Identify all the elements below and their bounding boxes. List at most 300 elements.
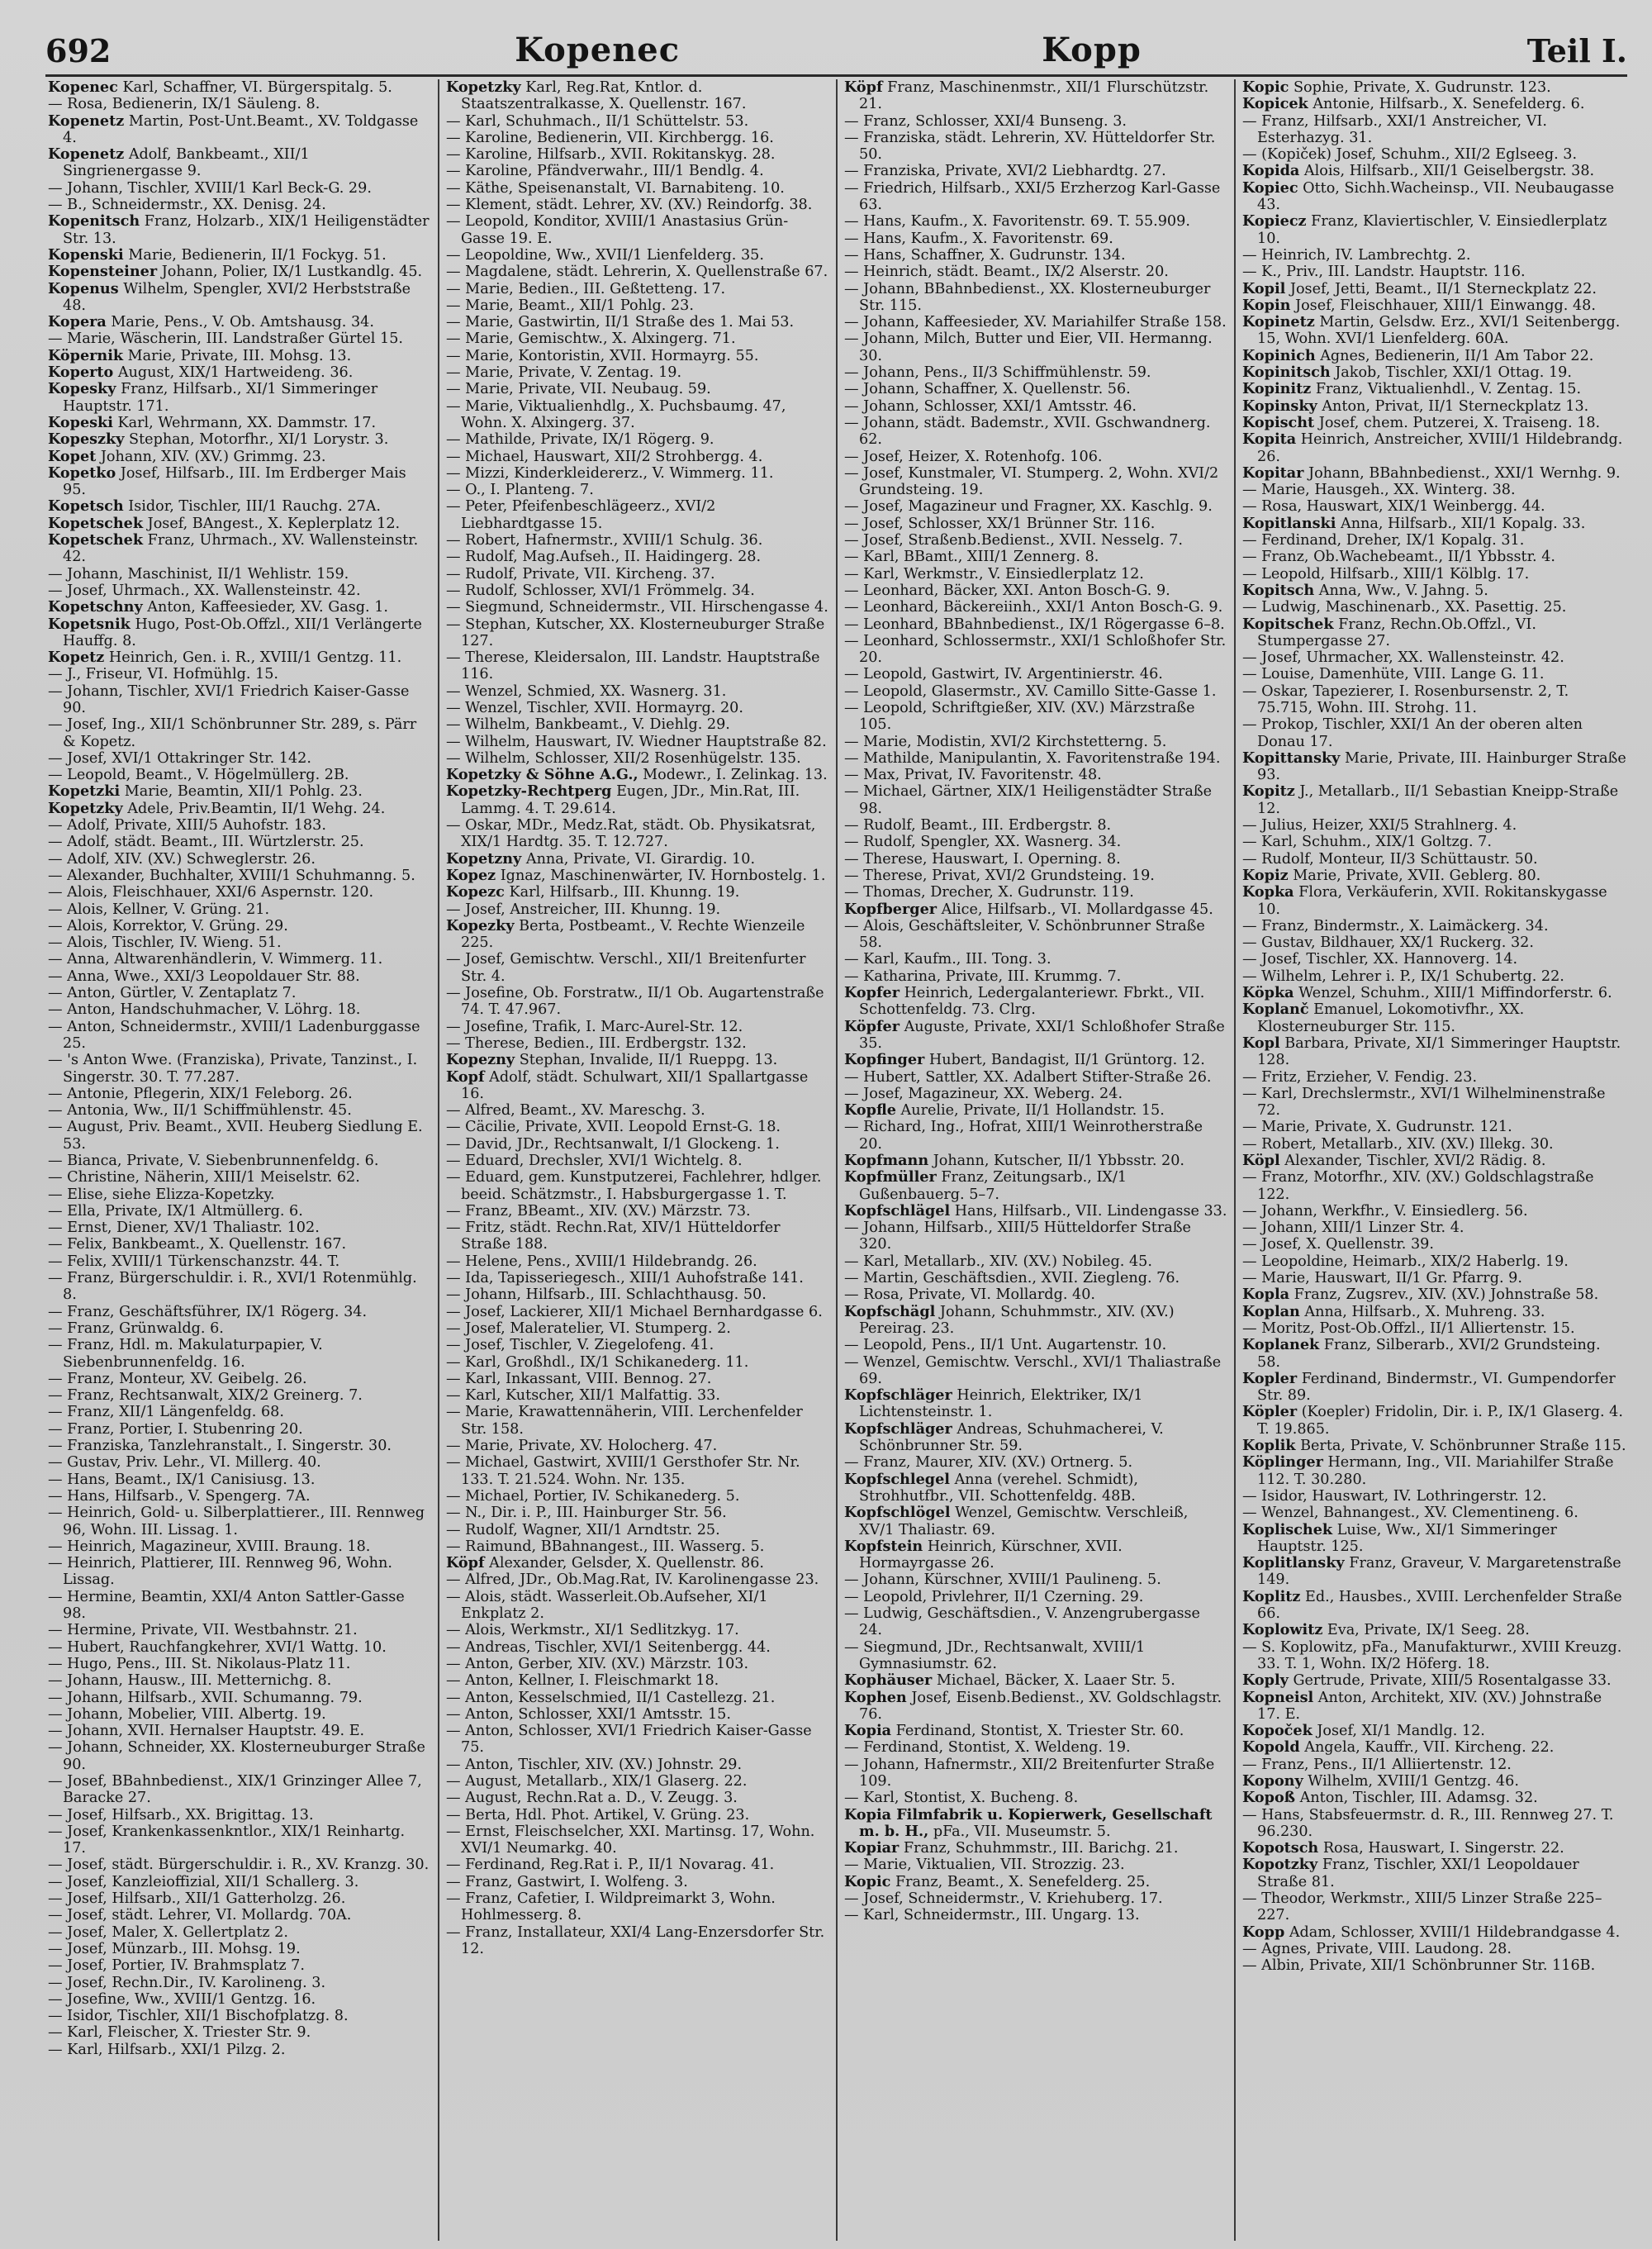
directory-entry xyxy=(446,398,829,432)
directory-entry xyxy=(446,381,829,397)
directory-entry xyxy=(48,1454,431,1471)
left-keyword: Kopenec xyxy=(515,31,681,69)
entry-details: Sophie, Private, X. Gudrunstr. 123. xyxy=(1293,79,1551,96)
entry-details: — Karl, BBamt., XIII/1 Zennerg. 8. xyxy=(844,549,1099,566)
entry-surname: Köpf xyxy=(844,79,883,96)
directory-entry xyxy=(48,951,431,968)
entry-details: Franz, Zeitungsarb., IX/1 Gußenbauerg. 5–7. xyxy=(859,1169,1127,1203)
entry-details: — Josef, städt. Bürgerschuldir. i. R., XV. Kranzg. 30. xyxy=(48,1857,430,1874)
entry-details: — Johann, Schneider, XX. Klosterneuburger Straße 90. xyxy=(48,1739,425,1773)
directory-entry xyxy=(446,1203,829,1220)
directory-entry xyxy=(1242,1622,1627,1638)
directory-entry xyxy=(844,398,1227,415)
directory-entry xyxy=(844,449,1227,465)
directory-entry xyxy=(844,465,1227,499)
entry-details: — Leonhard, Bäcker, XXI. Anton Bosch-G. 9. xyxy=(844,582,1170,599)
page-header xyxy=(45,15,1627,77)
directory-entry xyxy=(48,599,431,616)
entry-surname: Kopenski xyxy=(48,245,124,264)
directory-entry xyxy=(844,163,1227,179)
entry-details: — Josef, Kanzleioffizial, XII/1 Schallerg. 3. xyxy=(48,1873,359,1890)
directory-entry xyxy=(48,1253,431,1270)
directory-entry xyxy=(48,1890,431,1907)
directory-entry xyxy=(48,1304,431,1320)
directory-entry xyxy=(1242,649,1627,666)
entry-details: Karl, Wehrmann, XX. Dammstr. 17. xyxy=(117,414,377,431)
directory-entry xyxy=(1242,1890,1627,1924)
directory-entry xyxy=(48,79,431,96)
entry-details: — Josef, Ing., XII/1 Schönbrunner Str. 289, s. Pärr & Kopetz. xyxy=(48,716,417,750)
entry-details: Auguste, Private, XXI/1 Schloßhofer Straße 35. xyxy=(859,1018,1225,1052)
directory-entry xyxy=(48,851,431,868)
entry-details: Josef, Eisenb.Bedienst., XV. Goldschlagstr. 76. xyxy=(859,1689,1222,1723)
entry-details: — Karl, Werkmstr., V. Einsiedlerplatz 12. xyxy=(844,565,1144,582)
entry-details: — Karl, Inkassant, VIII. Bennog. 27. xyxy=(446,1370,712,1387)
entry-details: — Michael, Portier, IV. Schikanederg. 5. xyxy=(446,1487,740,1505)
entry-surname: Köpernik xyxy=(48,346,124,364)
entry-details: Heinrich, Kürschner, XVII. Hormayrgasse 26. xyxy=(859,1538,1123,1572)
directory-entry xyxy=(446,79,829,113)
directory-entry xyxy=(1242,1337,1627,1371)
entry-surname: Kopold xyxy=(1242,1738,1300,1757)
entry-details: — Anton, Schlosser, XXI/1 Amtsstr. 15. xyxy=(446,1705,731,1723)
directory-entry xyxy=(844,1690,1227,1724)
directory-entry xyxy=(48,348,431,364)
entry-details: — August, Priv. Beamt., XVII. Heuberg Siedlung E. 53. xyxy=(48,1119,423,1153)
directory-entry xyxy=(844,1052,1227,1068)
entry-surname: Kopfle xyxy=(844,1101,896,1120)
entry-details: — Wilhelm, Hauswart, IV. Wiedner Hauptstraße 82. xyxy=(446,733,827,750)
entry-surname: Köpfer xyxy=(844,1017,900,1035)
entry-details: Martin, Post-Unt.Beamt., XV. Toldgasse 4. xyxy=(63,112,419,146)
entry-surname: Kopil xyxy=(1242,279,1286,297)
entry-details: — Adolf, Private, XIII/5 Auhofstr. 183. xyxy=(48,817,326,834)
directory-entry xyxy=(446,683,829,700)
entry-details: — Alois, städt. Wasserleit.Ob.Aufseher, XI/1 Enkplatz 2. xyxy=(446,1588,768,1623)
entry-surname: Koplanek xyxy=(1242,1336,1320,1354)
directory-entry xyxy=(446,1807,829,1823)
entry-details: — Leonhard, Schlossermstr., XXI/1 Schloßhofer Str. 20. xyxy=(844,632,1227,667)
directory-entry xyxy=(1242,364,1627,381)
directory-entry xyxy=(1242,1286,1627,1303)
entry-details: — Rudolf, Private, VII. Kircheng. 37. xyxy=(446,565,715,582)
directory-entry xyxy=(1242,1773,1627,1790)
entry-details: — Anton, Tischler, XIV. (XV.) Johnstr. 29. xyxy=(446,1756,743,1773)
directory-entry xyxy=(48,247,431,264)
part-label: Teil I. xyxy=(1526,32,1627,69)
directory-entry xyxy=(844,113,1227,130)
directory-entry xyxy=(844,1454,1227,1471)
directory-entry xyxy=(446,1119,829,1135)
directory-entry xyxy=(48,1874,431,1890)
entry-details: — Robert, Hafnermstr., XVIII/1 Schulg. 36. xyxy=(446,532,763,549)
directory-entry xyxy=(446,783,829,817)
entry-details: Marie, Pens., V. Ob. Amtshausg. 34. xyxy=(111,314,374,331)
directory-entry xyxy=(446,1706,829,1723)
entry-details: — Heinrich, Magazineur, XVIII. Braung. 18. xyxy=(48,1538,371,1555)
directory-entry xyxy=(446,1454,829,1488)
directory-entry xyxy=(446,1136,829,1153)
entry-surname: Kopiz xyxy=(1242,866,1289,884)
entry-surname: Köpl xyxy=(1242,1152,1280,1169)
entry-details: Martin, Gelsdw. Erz., XVI/1 Seitenbergg. 15, Wohn. XVI/1 Lienfelderg. 60A. xyxy=(1257,314,1621,348)
directory-entry xyxy=(844,851,1227,868)
entry-details: — Ernst, Fleischselcher, XXI. Martinsg. 17, Wohn. XVI/1 Neumarkg. 40. xyxy=(446,1823,815,1857)
directory-entry xyxy=(1242,1153,1627,1169)
entry-details: — Alexander, Buchhalter, XVIII/1 Schuhmanng. 5. xyxy=(48,867,415,884)
entry-surname: Kopoß xyxy=(1242,1789,1296,1807)
entry-details: — Anton, Handschuhmacher, V. Löhrg. 18. xyxy=(48,1001,361,1019)
entry-details: — Agnes, Private, VIII. Laudong. 28. xyxy=(1242,1940,1512,1957)
directory-entry xyxy=(1242,1438,1627,1454)
entry-details: — Josef, Tischler, XX. Hannoverg. 14. xyxy=(1242,951,1518,968)
entry-details: — Johann, Kaffeesieder, XV. Mariahilfer Straße 158. xyxy=(844,314,1227,331)
entry-surname: Kopetzky xyxy=(446,79,521,96)
directory-entry xyxy=(446,901,829,918)
directory-entry xyxy=(446,498,829,532)
directory-entry xyxy=(1242,1840,1627,1857)
directory-entry xyxy=(1242,868,1627,884)
entry-details: — Josef, Hilfsarb., XII/1 Gatterholzg. 26. xyxy=(48,1890,346,1908)
entry-surname: Kopfschlägel xyxy=(844,1201,951,1220)
directory-entry xyxy=(446,431,829,448)
directory-entry xyxy=(1242,1589,1627,1623)
directory-entry xyxy=(446,616,829,650)
entry-details: — Karl, Schuhm., XIX/1 Goltzg. 7. xyxy=(1242,834,1492,851)
entry-surname: Kopiar xyxy=(844,1839,900,1857)
entry-details: — Johann, Werkfhr., V. Einsiedlerg. 56. xyxy=(1242,1202,1528,1220)
entry-surname: Kopl xyxy=(1242,1034,1280,1052)
directory-entry xyxy=(446,281,829,297)
entry-details: — Marie, Bedien., III. Geßtetteng. 17. xyxy=(446,280,726,297)
entry-details: — Johann, XVII. Hernalser Hauptstr. 49. E. xyxy=(48,1723,365,1740)
entry-surname: Kopezny xyxy=(446,1051,515,1069)
directory-entry xyxy=(1242,1253,1627,1270)
entry-surname: Koperto xyxy=(48,364,114,382)
directory-entry xyxy=(446,549,829,565)
entry-details: Hubert, Bandagist, II/1 Grüntorg. 12. xyxy=(928,1052,1205,1069)
entry-details: Heinrich, Elektriker, IX/1 Lichtensteinstr. 1. xyxy=(859,1387,1143,1421)
directory-entry xyxy=(844,985,1227,1019)
entry-details: — Johann, Hafnermstr., XII/2 Breitenfurter Straße 109. xyxy=(844,1756,1215,1790)
entry-details: — Käthe, Speisenanstalt, VI. Barnabiteng. 10. xyxy=(446,179,785,197)
entry-details: — Ernst, Diener, XV/1 Thaliastr. 102. xyxy=(48,1220,320,1237)
entry-details: — Mizzi, Kinderkleidererz., V. Wimmerg. 11. xyxy=(446,464,774,482)
directory-entry xyxy=(446,1823,829,1857)
entry-details: — Josef, städt. Lehrer, VI. Mollardg. 70A. xyxy=(48,1907,352,1924)
entry-details: — Moritz, Post-Ob.Offzl., II/1 Alliertenstr. 15. xyxy=(1242,1319,1575,1337)
directory-entry xyxy=(844,381,1227,397)
entry-details: — Franz, Motorfhr., XIV. (XV.) Goldschlagstraße 122. xyxy=(1242,1169,1594,1203)
entry-details: — Hans, Kaufm., X. Favoritenstr. 69. T. 55.909. xyxy=(844,213,1190,231)
entry-details: Marie, Private, XVII. Geblerg. 80. xyxy=(1293,867,1541,884)
directory-entry xyxy=(48,1169,431,1186)
directory-entry xyxy=(1242,1203,1627,1220)
entry-details: — Franz, Schlosser, XXI/4 Bunseng. 3. xyxy=(844,112,1127,130)
entry-details: — Franziska, Private, XVI/2 Liebhardtg. 27. xyxy=(844,163,1166,180)
entry-surname: Kopitz xyxy=(1242,782,1295,801)
directory-entry xyxy=(48,330,431,347)
entry-details: Modewr., I. Zelinkag. 13. xyxy=(643,767,828,784)
directory-entry xyxy=(48,750,431,767)
entry-surname: Kopla xyxy=(1242,1286,1290,1304)
directory-entry xyxy=(844,582,1227,599)
entry-details: — Johann, Maschinist, II/1 Wehlistr. 159. xyxy=(48,565,349,582)
directory-entry xyxy=(48,449,431,465)
entry-details: Josef, Jetti, Beamt., II/1 Sterneckplatz 22. xyxy=(1289,280,1597,297)
entry-surname: Kopetzky & Söhne A.G., xyxy=(446,766,638,784)
entry-surname: Kopeszky xyxy=(48,430,125,449)
directory-entry xyxy=(1242,314,1627,348)
entry-details: Andreas, Schuhmacherei, V. Schönbrunner Str. 59. xyxy=(859,1420,1164,1455)
directory-entry xyxy=(844,1337,1227,1353)
directory-entry xyxy=(48,2042,431,2058)
entry-surname: Kopetko xyxy=(48,464,116,482)
entry-surname: Koplischek xyxy=(1242,1520,1333,1538)
directory-entry xyxy=(446,1790,829,1806)
entry-surname: Kopfschägl xyxy=(844,1302,936,1320)
directory-entry xyxy=(844,700,1227,734)
directory-entry xyxy=(844,767,1227,783)
entry-details: — Franz, Pens., II/1 Alliiertenstr. 12. xyxy=(1242,1756,1512,1773)
entry-surname: Kopitschek xyxy=(1242,615,1334,633)
entry-details: — Andreas, Tischler, XVI/1 Seitenbergg. 44. xyxy=(446,1638,771,1656)
directory-entry xyxy=(48,2024,431,2041)
directory-entry xyxy=(1242,247,1627,264)
entry-details: Franz, Viktualienhdl., V. Zentag. 15. xyxy=(1315,381,1582,398)
directory-entry xyxy=(446,851,829,868)
directory-entry xyxy=(48,1270,431,1304)
directory-entry xyxy=(1242,1857,1627,1890)
entry-details: — Stephan, Kutscher, XX. Klosterneuburger Straße 127. xyxy=(446,616,825,649)
entry-details: — B., Schneidermstr., XX. Denisg. 24. xyxy=(48,197,326,214)
entry-surname: Köpler xyxy=(1242,1403,1298,1421)
directory-entry xyxy=(48,113,431,147)
entry-details: — Siegmund, Schneidermstr., VII. Hirschengasse 4. xyxy=(446,599,828,616)
entry-surname: Kopetzky xyxy=(48,799,123,817)
entry-details: Jakob, Tischler, XXI/1 Ottag. 19. xyxy=(1335,364,1572,382)
directory-entry xyxy=(1242,1505,1627,1521)
directory-entry xyxy=(844,783,1227,817)
entry-details: — Josef, BBahnbedienst., XIX/1 Grinzinger Allee 7, Baracke 27. xyxy=(48,1772,422,1807)
entry-details: — K., Priv., III. Landstr. Hauptstr. 116. xyxy=(1242,264,1526,281)
entry-details: — Leopold, Pens., II/1 Unt. Augartenstr. 10. xyxy=(844,1337,1167,1354)
entry-details: — Franz, Maurer, XIV. (XV.) Ortnerg. 5. xyxy=(844,1454,1133,1472)
directory-entry xyxy=(844,1723,1227,1739)
directory-entry xyxy=(1242,1941,1627,1957)
directory-entry xyxy=(48,180,431,197)
entry-details: — Franz, Monteur, XV. Geibelg. 26. xyxy=(48,1370,307,1387)
entry-details: — Johann, städt. Bademstr., XVII. Gschwandnerg. 62. xyxy=(844,414,1211,449)
directory-entry xyxy=(48,213,431,247)
entry-details: Wilhelm, XVIII/1 Gentzg. 46. xyxy=(1308,1772,1519,1790)
entry-surname: Kopotsch xyxy=(1242,1839,1319,1857)
entry-details: — Alfred, JDr., Ob.Mag.Rat, IV. Karolinengasse 23. xyxy=(446,1571,819,1589)
entry-surname: Kopenetz xyxy=(48,112,125,130)
directory-entry xyxy=(446,1672,829,1689)
entry-details: — Therese, Hauswart, I. Operning. 8. xyxy=(844,850,1121,868)
entry-details: — Hans, Schaffner, X. Gudrunstr. 134. xyxy=(844,246,1126,264)
entry-details: Heinrich, Gen. i. R., XVIII/1 Gentzg. 11. xyxy=(108,649,402,667)
entry-details: Marie, Bedienerin, II/1 Fockyg. 51. xyxy=(128,246,387,264)
entry-details: — Franziska, Tanzlehranstalt., I. Singerstr. 30. xyxy=(48,1438,392,1455)
directory-entry xyxy=(446,1438,829,1454)
directory-entry xyxy=(1242,1320,1627,1337)
directory-entry xyxy=(1242,146,1627,163)
entry-details: Johann, Kutscher, II/1 Ybbsstr. 20. xyxy=(933,1153,1184,1169)
entry-details: Josef, Hilfsarb., III. Im Erdberger Mais 95. xyxy=(63,464,406,499)
directory-entry xyxy=(446,566,829,582)
directory-entry xyxy=(446,314,829,330)
entry-details: — Anton, Kesselschmied, II/1 Castellezg. 21. xyxy=(446,1689,776,1706)
entry-details: — Johann, Schlosser, XXI/1 Amtsstr. 46. xyxy=(844,397,1137,415)
entry-details: Otto, Sichh.Wacheinsp., VII. Neubaugasse 43. xyxy=(1257,179,1615,214)
directory-entry xyxy=(844,1672,1227,1689)
directory-entry xyxy=(844,633,1227,667)
directory-entry xyxy=(446,1488,829,1505)
entry-details: — Hermine, Beamtin, XXI/4 Anton Sattler-Gasse 98. xyxy=(48,1588,405,1623)
entry-surname: Kopetsch xyxy=(48,497,124,516)
directory-entry xyxy=(844,213,1227,230)
entry-surname: Kopinitsch xyxy=(1242,364,1331,382)
entry-surname: Kopfschlegel xyxy=(844,1470,950,1488)
directory-entry xyxy=(1242,113,1627,147)
entry-surname: Kopicek xyxy=(1242,95,1308,113)
directory-entry xyxy=(844,1589,1227,1605)
entry-details: — Leopold, Privlehrer, II/1 Czerning. 29. xyxy=(844,1588,1144,1605)
directory-entry xyxy=(1242,666,1627,682)
directory-entry xyxy=(446,750,829,767)
directory-entry xyxy=(446,264,829,280)
entry-details: — Alois, Geschäftsleiter, V. Schönbrunner Straße 58. xyxy=(844,917,1205,952)
directory-entry xyxy=(446,918,829,952)
directory-entry xyxy=(1242,1454,1627,1488)
directory-entry xyxy=(446,532,829,549)
entry-details: Adele, Priv.Beamtin, II/1 Wehg. 24. xyxy=(127,800,386,817)
directory-entry xyxy=(48,716,431,750)
directory-entry xyxy=(844,415,1227,449)
entry-details: Anna, Hilfsarb., X. Muhreng. 33. xyxy=(1304,1303,1545,1320)
directory-entry xyxy=(1242,1807,1627,1841)
entry-details: — David, JDr., Rechtsanwalt, I/1 Glockeng. 1. xyxy=(446,1135,780,1153)
entry-details: Josef, chem. Putzerei, X. Traiseng. 18. xyxy=(1318,414,1601,431)
entry-details: — Marie, Wäscherin, III. Landstraßer Gürtel 15. xyxy=(48,330,403,348)
entry-details: — Josef, Straßenb.Bedienst., XVII. Nesselg. 7. xyxy=(844,532,1184,549)
entry-details: — Franz, Hdl. m. Makulaturpapier, V. Siebenbrunnenfeldg. 16. xyxy=(48,1337,323,1371)
directory-entry xyxy=(48,146,431,180)
directory-entry xyxy=(48,884,431,901)
entry-details: — Karl, Kutscher, XII/1 Malfattig. 33. xyxy=(446,1387,720,1405)
directory-entry xyxy=(1242,381,1627,397)
directory-entry xyxy=(446,1589,829,1623)
directory-entry xyxy=(844,549,1227,565)
entry-details: — Karl, Großhdl., IX/1 Schikanederg. 11. xyxy=(446,1353,749,1371)
directory-entry xyxy=(1242,96,1627,112)
entry-surname: Köpka xyxy=(1242,984,1294,1002)
directory-entry xyxy=(48,1975,431,1991)
entry-surname: Kopita xyxy=(1242,430,1297,449)
entry-details: — Siegmund, JDr., Rechtsanwalt, XVIII/1 Gymnasiumstr. 62. xyxy=(844,1638,1146,1672)
directory-entry xyxy=(446,1656,829,1672)
entry-details: Ed., Hausbes., XVIII. Lerchenfelder Straße 66. xyxy=(1257,1588,1622,1623)
entry-details: — Martin, Geschäftsdien., XVII. Ziegleng. 76. xyxy=(844,1270,1180,1287)
directory-entry xyxy=(446,1387,829,1404)
entry-surname: Kopic xyxy=(844,1872,891,1890)
directory-entry xyxy=(844,1472,1227,1505)
entry-details: Alexander, Gelsder, X. Quellenstr. 86. xyxy=(489,1555,765,1572)
entry-details: — Albin, Private, XII/1 Schönbrunner Str. 116B. xyxy=(1242,1957,1596,1975)
directory-entry xyxy=(48,817,431,834)
directory-entry xyxy=(844,1505,1227,1538)
entry-surname: Kopic xyxy=(1242,79,1289,96)
entry-details: — Franz, XII/1 Längenfeldg. 68. xyxy=(48,1404,284,1421)
entry-details: Heinrich, Anstreicher, XVIII/1 Hildebrandg. 26. xyxy=(1257,431,1623,465)
entry-details: J., Metallarb., II/1 Sebastian Kneipp-Straße 12. xyxy=(1257,783,1619,817)
directory-entry xyxy=(1242,1957,1627,1974)
entry-surname: Kopesky xyxy=(48,380,116,398)
directory-entry xyxy=(48,1639,431,1656)
entry-details: — Klement, städt. Lehrer, XV. (XV.) Reindorfg. 38. xyxy=(446,197,813,214)
directory-entry xyxy=(844,532,1227,549)
directory-entry xyxy=(1242,1555,1627,1589)
entry-details: — S. Koplowitz, pFa., Manufakturwr., XVIII Kreuzg. 33. T. 1, Wohn. IX/2 Höferg. 18. xyxy=(1242,1638,1622,1672)
directory-entry xyxy=(446,213,829,247)
entry-surname: Kopfberger xyxy=(844,900,938,918)
entry-details: — Hermine, Private, VII. Westbahnstr. 21. xyxy=(48,1622,358,1639)
entry-surname: Kopfschläger xyxy=(844,1419,952,1438)
directory-entry xyxy=(1242,1639,1627,1673)
entry-details: Karl, Schaffner, VI. Bürgerspitalg. 5. xyxy=(122,79,392,96)
directory-entry xyxy=(844,666,1227,682)
directory-entry xyxy=(446,146,829,163)
directory-entry xyxy=(844,1069,1227,1086)
entry-surname: Kopfer xyxy=(844,984,900,1002)
directory-entry xyxy=(446,348,829,364)
directory-entry xyxy=(446,817,829,851)
entry-surname: Köpf xyxy=(446,1554,485,1572)
directory-entry xyxy=(48,767,431,783)
entry-details: — Gustav, Bildhauer, XX/1 Ruckerg. 32. xyxy=(1242,934,1534,952)
directory-entry xyxy=(1242,566,1627,582)
entry-surname: Kopoček xyxy=(1242,1722,1313,1740)
directory-entry xyxy=(844,1220,1227,1253)
entry-details: Josef, Fleischhauer, XIII/1 Einwangg. 48. xyxy=(1295,297,1596,314)
column-1 xyxy=(41,79,439,2241)
entry-details: Anton, Architekt, XIV. (XV.) Johnstraße 17. E. xyxy=(1257,1689,1602,1723)
entry-details: — Franz, Installateur, XXI/4 Lang-Enzersdorfer Str. 12. xyxy=(446,1923,825,1957)
directory-entry xyxy=(48,649,431,666)
entry-details: — Marie, Gastwirtin, II/1 Straße des 1. Mai 53. xyxy=(446,314,795,331)
entry-details: — Marie, Private, X. Gudrunstr. 121. xyxy=(1242,1119,1512,1136)
directory-entry xyxy=(1242,1522,1627,1556)
entry-surname: Kopetsnik xyxy=(48,615,131,633)
entry-details: — Josef, Münzarb., III. Mohsg. 19. xyxy=(48,1940,301,1957)
entry-details: Agnes, Bedienerin, II/1 Am Tabor 22. xyxy=(1320,347,1594,364)
entry-details: — Therese, Bedien., III. Erdbergstr. 132. xyxy=(446,1034,747,1052)
directory-entry xyxy=(446,1857,829,1873)
entry-details: — Michael, Hauswart, XII/2 Strohbergg. 4. xyxy=(446,448,763,465)
directory-entry xyxy=(48,431,431,448)
entry-details: Alexander, Tischler, XVI/2 Rädig. 8. xyxy=(1284,1153,1546,1169)
directory-entry xyxy=(446,197,829,213)
entry-surname: Kopenus xyxy=(48,279,119,297)
directory-entry xyxy=(446,1505,829,1521)
entry-details: — Marie, Hauswart, II/1 Gr. Pfarrg. 9. xyxy=(1242,1270,1522,1287)
directory-entry xyxy=(446,1035,829,1052)
directory-entry xyxy=(446,1220,829,1253)
entry-details: Flora, Verkäuferin, XVII. Rokitanskygasse 10. xyxy=(1257,884,1607,918)
entry-details: — Theodor, Werkmstr., XIII/5 Linzer Straße 225–227. xyxy=(1242,1890,1602,1924)
